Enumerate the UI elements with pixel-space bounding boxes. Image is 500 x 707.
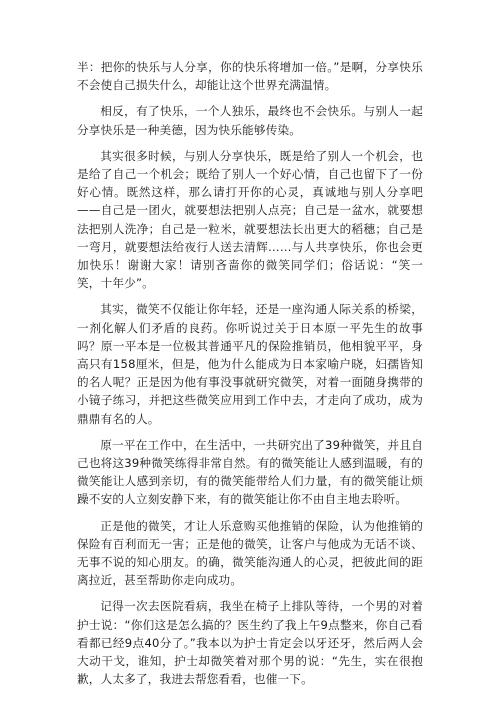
document-body: [77, 58, 423, 697]
paragraph-4: 其实，微笑不仅能让你年轻，还是一座沟通人际关系的桥梁，一剂化解人们矛盾的良药。你听说过关于日本原一平先生的故事吗？原一平本是一位极其普通平凡的保险推销员，他相貌平平，身高只有158厘米，但是，他为什么能成为日本家喻户晓，妇孺皆知的名人呢？正是因为他有事没事就研究微笑，对着一面随身携带的小镜子练习，并把这些微笑应用到工作中去，才走向了成功，成为鼎鼎有名的人。: [77, 302, 423, 426]
paragraph-5: 原一平在工作中，在生活中，一共研究出了39种微笑，并且自己也将这39种微笑练得非常自然。有的微笑能让人感到温暖，有的微笑能让人感到亲切，有的微笑能带给人们力量，有的微笑能让烦躁不安的人立刻安静下来，有的微笑能让你不由自主地去聆听。: [77, 437, 423, 507]
paragraph-3: 其实很多时候，与别人分享快乐，既是给了别人一个机会，也是给了自己一个机会；既给了别人一个好心情，自己也留下了一份好心情。既然这样，那么请打开你的心灵，真诚地与别人分享吧——自己是一团火，就要想法把别人点亮；自己是一盆水，就要想法把别人洗净；自己是一粒米，就要想法长出更大的稻穗；自己是一弯月，就要想法给夜行人送去清辉……与人共享快乐，你也会更加快乐！谢谢大家！请别吝啬你的微笑同学们；俗话说：“笑一笑，十年少”。: [77, 148, 423, 291]
paragraph-6: 正是他的微笑，才让人乐意购买他推销的保险，认为他推销的保险有百利而无一害；正是他的微笑，让客户与他成为无话不谈、无事不说的知心朋友。的确，微笑能沟通人的心灵，把彼此间的距离拉近，甚至帮助你走向成功。: [77, 518, 423, 588]
paragraph-1: 半：把你的快乐与人分享，你的快乐将增加一倍。”是啊，分享快乐不会使自己损失什么，却能让这个世界充满温情。: [77, 60, 423, 93]
paragraph-7: 记得一次去医院看病，我坐在椅子上排队等待，一个男的对着护士说：“你们这是怎么搞的？医生约了我上午9点整来，你自己看看都已经9点40分了。”我本以为护士肯定会以牙还牙，然后两人会大动干戈，谁知，护士却微笑着对那个男的说：“先生，实在很抱歉，人太多了，我进去帮您看看，也催一下。: [77, 599, 423, 687]
paragraph-2: 相反，有了快乐，一个人独乐，最终也不会快乐。与别人一起分享快乐是一种美德，因为快乐能够传染。: [77, 104, 423, 137]
